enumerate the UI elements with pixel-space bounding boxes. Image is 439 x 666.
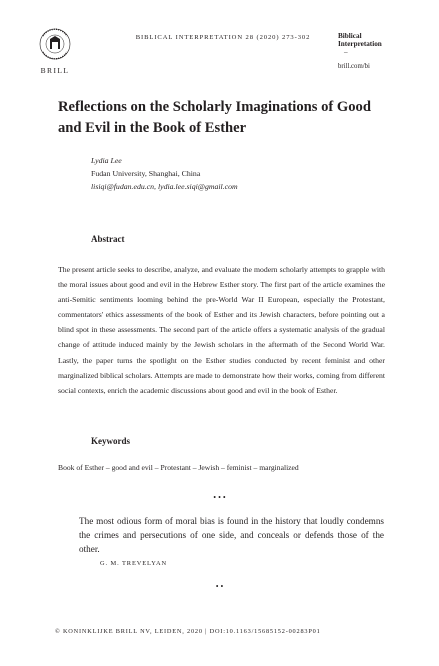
- keywords-text: Book of Esther – good and evil – Protestant – Jewish – feminist – marginalized: [58, 463, 299, 472]
- author-name: Lydia Lee: [91, 156, 122, 165]
- copyright-footer: © KONINKLIJKE BRILL NV, LEIDEN, 2020 | DOI:10.1163/15685152-00283P01: [55, 628, 321, 635]
- epigraph-source: G. M. TREVELYAN: [100, 560, 168, 567]
- publisher-name: BRILL: [40, 66, 70, 75]
- article-title: Reflections on the Scholarly Imaginations of Good and Evil in the Book of Esther: [58, 99, 371, 136]
- journal-logo-line-2: Interpretation: [338, 40, 382, 48]
- journal-url: brill.com/bi: [338, 63, 370, 70]
- section-separator-bottom: • •: [215, 582, 224, 591]
- journal-logo-line-1: Biblical: [338, 32, 362, 40]
- journal-logo-dash: –: [344, 48, 348, 56]
- abstract-heading: Abstract: [91, 234, 125, 244]
- section-separator-top: • • •: [213, 493, 226, 502]
- abstract-text: The present article seeks to describe, analyze, and evaluate the modern scholarly attempts to grapple with the moral issues about good and evil in the Hebrew Esther story. The first part of the article examines the anti-Semitic sentiments looming behind the pre-World War II European, especially the Protestant, commentators' ethics assessments of the book of Esther and its Jewish characters, before pointing out a blind spot in these assessments. The second part of the article offers a systematic analysis of the gradual change of attitude induced mainly by the Jewish scholars in the aftermath of the Second World War. Lastly, the paper turns the spotlight on the Esther studies conducted by recent feminist and other marginalized biblical scholars. Attempts are made to demonstrate how their works, coming from different social contexts, enrich the academic discussions about good and evil in the book of Esther.: [58, 265, 385, 395]
- keywords-heading: Keywords: [91, 436, 130, 446]
- epigraph-quote: The most odious form of moral bias is found in the history that loudly condemns the crimes and persecutions of one side, and conceals or defends those of the other.: [79, 516, 384, 554]
- author-block: [91, 154, 238, 193]
- author-affiliation: Fudan University, Shanghai, China: [91, 169, 201, 178]
- author-emails: lisiqi@fudan.edu.cn, lydia.lee.siqi@gmail.com: [91, 182, 238, 191]
- journal-logo: [338, 32, 416, 56]
- running-head: BIBLICAL INTERPRETATION 28 (2020) 273-302: [135, 34, 311, 41]
